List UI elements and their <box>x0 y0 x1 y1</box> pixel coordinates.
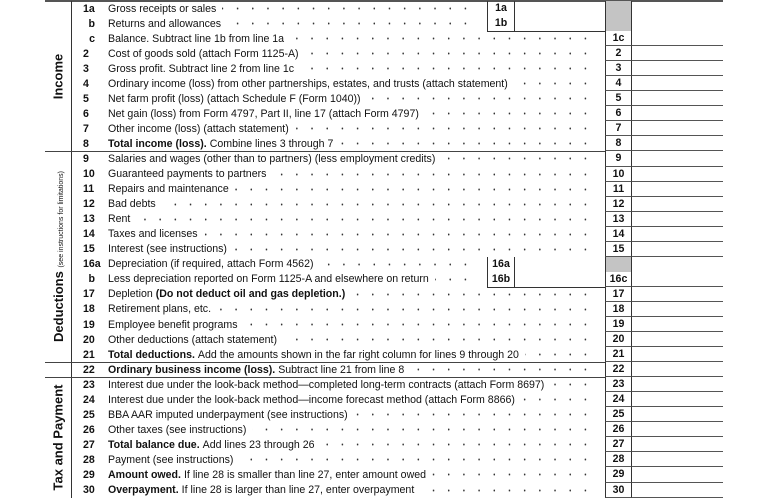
line-number: 19 <box>83 318 95 331</box>
subline-amount-field[interactable] <box>515 272 605 287</box>
form-line-24 <box>45 392 723 407</box>
line-description <box>108 46 299 61</box>
amount-field[interactable] <box>632 121 723 136</box>
subline-label: 1b <box>488 16 515 31</box>
right-line-label <box>605 16 632 31</box>
right-line-label: 9 <box>605 151 632 166</box>
line-number: 15 <box>83 243 95 256</box>
line-bold-label: Total income (loss). <box>108 137 207 150</box>
amount-field[interactable] <box>632 467 723 482</box>
dot-leader <box>235 182 593 197</box>
right-line-label: 23 <box>605 377 632 392</box>
line-number: 22 <box>83 363 95 376</box>
right-line-label: 24 <box>605 392 632 407</box>
amount-field <box>632 257 723 272</box>
line-number: 16a <box>83 258 101 271</box>
line-text: Returns and allowances <box>108 17 222 30</box>
dot-leader <box>514 76 593 91</box>
line-text: Cost of goods sold (attach Form 1125-A) <box>108 47 299 60</box>
dot-leader <box>252 422 593 437</box>
right-line-label: 28 <box>605 452 632 467</box>
subline-box-bottom <box>487 31 605 32</box>
line-text: Gross receipts or sales <box>108 2 217 15</box>
amount-field[interactable] <box>632 437 723 452</box>
amount-field[interactable] <box>632 317 723 332</box>
right-line-label: 5 <box>605 91 632 106</box>
right-line-label: 8 <box>605 136 632 151</box>
section-deductions-label: Deductions (see instructions for limitations) <box>50 171 66 343</box>
dot-leader <box>295 121 593 136</box>
form-line-2 <box>45 46 723 61</box>
right-line-label: 2 <box>605 46 632 61</box>
line-number: 30 <box>83 484 95 497</box>
dot-leader <box>239 452 593 467</box>
section-tax-payment <box>45 377 72 497</box>
line-text: Other taxes (see instructions) <box>108 423 247 436</box>
amount-field[interactable] <box>632 362 723 377</box>
line-number: 10 <box>83 168 95 181</box>
dot-leader <box>367 91 593 106</box>
section-blank <box>45 362 72 377</box>
line-description <box>108 121 289 136</box>
line-text: Balance. Subtract line 1b from line 1a <box>108 32 285 45</box>
subline-amount-field[interactable] <box>515 16 605 31</box>
line-text: Rent <box>108 213 131 226</box>
form-line-23 <box>45 377 723 392</box>
subline-amount-field[interactable] <box>515 1 605 16</box>
line-description <box>108 483 414 498</box>
line-bold-label: Ordinary business income (loss). <box>108 363 276 376</box>
subline-box <box>487 16 605 31</box>
section-income <box>45 1 72 152</box>
right-line-label: 4 <box>605 76 632 91</box>
line-bold-label: Amount owed. <box>108 468 181 481</box>
line-description <box>108 257 314 272</box>
right-line-label: 14 <box>605 227 632 242</box>
line-text: Interest due under the look-back method—income forecast method (attach Form 8866) <box>108 393 515 406</box>
form-line-1a <box>45 1 723 16</box>
dot-leader <box>435 272 473 287</box>
right-line-label: 21 <box>605 347 632 362</box>
right-line-label: 12 <box>605 197 632 212</box>
line-number: 20 <box>83 333 95 346</box>
line-number: 13 <box>83 213 95 226</box>
dot-leader <box>420 483 593 498</box>
form-line-5 <box>45 91 723 106</box>
subline-label: 1a <box>488 1 515 16</box>
section-divider <box>45 151 605 152</box>
section-income-label: Income <box>50 53 66 100</box>
amount-field[interactable] <box>632 452 723 467</box>
line-description <box>108 151 435 166</box>
right-line-label: 3 <box>605 61 632 76</box>
line-text: Depletion <box>108 288 153 301</box>
line-number: 24 <box>83 393 95 406</box>
amount-field[interactable] <box>632 151 723 166</box>
line-number: c <box>89 32 95 45</box>
section-tax-label: Tax and Payment <box>50 384 66 491</box>
line-text: Add the amounts shown in the far right column for lines 9 through 20 <box>197 348 519 361</box>
amount-field <box>632 1 723 16</box>
subline-label: 16b <box>488 272 515 287</box>
dot-leader <box>300 61 593 76</box>
form-line-18 <box>45 302 723 317</box>
section-divider <box>45 362 605 363</box>
form-line-1c <box>45 31 723 46</box>
line-text: Interest due under the look-back method—completed long-term contracts (attach Form 8697) <box>108 378 545 391</box>
right-line-label: 6 <box>605 106 632 121</box>
line-description <box>108 91 361 106</box>
line-bold-label: Overpayment. <box>108 484 179 497</box>
line-number: b <box>88 273 95 286</box>
amount-field[interactable] <box>632 76 723 91</box>
form-line-10 <box>45 167 723 182</box>
line-description <box>108 467 426 482</box>
line-description <box>108 347 519 362</box>
form-line-7 <box>45 121 723 136</box>
subline-box-bottom <box>487 287 605 288</box>
dot-leader <box>217 302 593 317</box>
line-description <box>108 392 515 407</box>
line-bold-note: (Do not deduct oil and gas depletion.) <box>155 288 346 301</box>
form-line-26 <box>45 422 723 437</box>
line-number: 27 <box>83 438 95 451</box>
line-number: 3 <box>83 62 89 75</box>
form-line-17 <box>45 287 723 302</box>
line-number: 2 <box>83 47 89 60</box>
line-text: Retirement plans, etc. <box>108 303 212 316</box>
amount-field[interactable] <box>632 287 723 302</box>
form-line-21 <box>45 347 723 362</box>
line-number: 9 <box>83 152 89 165</box>
line-text: Less depreciation reported on Form 1125-A and elsewhere on return <box>108 273 429 286</box>
amount-field[interactable] <box>632 31 723 46</box>
line-description <box>108 227 198 242</box>
right-line-label: 1c <box>605 31 632 46</box>
line-description <box>108 317 238 332</box>
line-description <box>108 362 404 377</box>
dot-leader <box>354 287 593 302</box>
amount-field[interactable] <box>632 242 723 257</box>
line-description <box>108 31 284 46</box>
line-number: 11 <box>83 183 95 196</box>
right-line-label: 26 <box>605 422 632 437</box>
line-text: Add lines 23 through 26 <box>202 438 315 451</box>
line-description <box>108 377 544 392</box>
line-text: Payment (see instructions) <box>108 453 234 466</box>
line-number: 7 <box>83 122 89 135</box>
amount-field[interactable] <box>632 422 723 437</box>
line-number: 21 <box>83 348 95 361</box>
line-text: Ordinary income (loss) from other partnerships, estates, and trusts (attach statement) <box>108 77 508 90</box>
right-line-label: 10 <box>605 167 632 182</box>
line-bold-label: Total balance due. <box>108 438 200 451</box>
form-line-19 <box>45 317 723 332</box>
amount-field <box>632 16 723 31</box>
section-deductions <box>45 152 72 363</box>
right-line-label: 7 <box>605 121 632 136</box>
amount-field[interactable] <box>632 332 723 347</box>
line-text: Depreciation (if required, attach Form 4562) <box>108 258 314 271</box>
line-description <box>108 437 315 452</box>
line-description <box>108 76 508 91</box>
line-number: 26 <box>83 423 95 436</box>
form-line-3 <box>45 61 723 76</box>
right-line-label: 20 <box>605 332 632 347</box>
form-line-25 <box>45 407 723 422</box>
amount-field[interactable] <box>632 167 723 182</box>
dot-leader <box>321 437 593 452</box>
subline-box <box>487 1 605 16</box>
amount-field[interactable] <box>632 347 723 362</box>
form-line-1b <box>45 16 723 31</box>
right-line-label: 27 <box>605 437 632 452</box>
form-line-28 <box>45 452 723 467</box>
line-number: 17 <box>83 288 95 301</box>
line-description <box>108 287 348 302</box>
line-number: 8 <box>83 137 89 150</box>
right-line-label <box>605 257 632 272</box>
right-line-label <box>605 1 632 16</box>
form-line-22 <box>45 362 723 377</box>
form-line-9 <box>45 151 723 166</box>
line-description <box>108 106 419 121</box>
line-text: If line 28 is smaller than line 27, enter amount owed <box>183 468 427 481</box>
form-line-16c <box>45 272 723 287</box>
dot-leader <box>410 362 593 377</box>
dot-leader <box>305 46 593 61</box>
subline-label: 16a <box>488 257 515 272</box>
dot-leader <box>136 212 593 227</box>
form-line-16a <box>45 257 723 272</box>
right-line-label: 11 <box>605 182 632 197</box>
amount-field[interactable] <box>632 91 723 106</box>
line-number: 6 <box>83 107 89 120</box>
form-line-8 <box>45 136 723 151</box>
form-line-14 <box>45 227 723 242</box>
form-line-6 <box>45 106 723 121</box>
line-number: 1a <box>83 2 95 15</box>
dot-leader <box>162 197 593 212</box>
line-text: Subtract line 21 from line 8 <box>278 363 405 376</box>
form-line-29 <box>45 467 723 482</box>
form-line-12 <box>45 197 723 212</box>
amount-field[interactable] <box>632 106 723 121</box>
line-number: 5 <box>83 92 89 105</box>
line-text: If line 28 is larger than line 27, enter overpayment <box>181 484 415 497</box>
amount-field[interactable] <box>632 212 723 227</box>
right-line-label: 17 <box>605 287 632 302</box>
dot-leader <box>441 151 593 166</box>
line-description <box>108 16 221 31</box>
amount-field[interactable] <box>632 182 723 197</box>
amount-field[interactable] <box>632 46 723 61</box>
line-description <box>108 302 211 317</box>
line-text: Salaries and wages (other than to partners) (less employment credits) <box>108 152 436 165</box>
line-description <box>108 332 277 347</box>
amount-field[interactable] <box>632 227 723 242</box>
line-description <box>108 407 348 422</box>
line-text: Net farm profit (loss) (attach Schedule F (Form 1040)) <box>108 92 361 105</box>
line-number: 28 <box>83 453 95 466</box>
dot-leader <box>244 317 593 332</box>
dot-leader <box>339 136 593 151</box>
line-text: Other deductions (attach statement) <box>108 333 277 346</box>
amount-field[interactable] <box>632 407 723 422</box>
subline-amount-field[interactable] <box>515 257 605 272</box>
right-line-label: 30 <box>605 483 632 498</box>
right-line-label: 16c <box>605 272 632 287</box>
line-number: b <box>88 17 95 30</box>
dot-leader <box>521 392 593 407</box>
line-text: Combine lines 3 through 7 <box>209 137 334 150</box>
line-description <box>108 61 294 76</box>
form-line-4 <box>45 76 723 91</box>
line-number: 25 <box>83 408 95 421</box>
line-text: Taxes and licenses <box>108 228 198 241</box>
dot-leader <box>272 167 593 182</box>
line-description <box>108 1 216 16</box>
form-line-30 <box>45 483 723 498</box>
line-text: BBA AAR imputed underpayment (see instructions) <box>108 408 348 421</box>
dot-leader <box>550 377 593 392</box>
line-description <box>108 182 229 197</box>
line-description <box>108 452 233 467</box>
amount-field[interactable] <box>632 61 723 76</box>
dot-leader <box>222 1 473 16</box>
line-number: 29 <box>83 468 95 481</box>
dot-leader <box>432 467 593 482</box>
line-text: Repairs and maintenance <box>108 183 229 196</box>
dot-leader <box>320 257 473 272</box>
line-number: 4 <box>83 77 89 90</box>
dot-leader <box>425 106 593 121</box>
right-line-label: 15 <box>605 242 632 257</box>
line-number: 18 <box>83 303 95 316</box>
dot-leader <box>525 347 593 362</box>
amount-field[interactable] <box>632 302 723 317</box>
amount-field[interactable] <box>632 272 723 287</box>
line-description <box>108 242 227 257</box>
line-text: Net gain (loss) from Form 4797, Part II, line 17 (attach Form 4797) <box>108 107 419 120</box>
amount-field[interactable] <box>632 483 723 498</box>
dot-leader <box>233 242 593 257</box>
right-line-label: 18 <box>605 302 632 317</box>
line-text: Gross profit. Subtract line 2 from line 1c <box>108 62 295 75</box>
line-bold-label: Total deductions. <box>108 348 195 361</box>
dot-leader <box>290 31 593 46</box>
dot-leader <box>283 332 593 347</box>
dot-leader <box>204 227 593 242</box>
amount-field[interactable] <box>632 197 723 212</box>
dot-leader <box>354 407 593 422</box>
line-number: 14 <box>83 228 95 241</box>
right-line-label: 29 <box>605 467 632 482</box>
right-line-label: 25 <box>605 407 632 422</box>
form-line-11 <box>45 182 723 197</box>
line-text: Interest (see instructions) <box>108 243 227 256</box>
dot-leader <box>227 16 473 31</box>
amount-field[interactable] <box>632 377 723 392</box>
right-line-label: 22 <box>605 362 632 377</box>
line-text: Bad debts <box>108 198 156 211</box>
line-number: 12 <box>83 198 95 211</box>
line-description <box>108 422 246 437</box>
form-line-20 <box>45 332 723 347</box>
form-1065-income-deductions <box>45 1 723 498</box>
amount-field[interactable] <box>632 392 723 407</box>
section-divider <box>45 377 605 378</box>
line-description <box>108 167 266 182</box>
subline-box <box>487 257 605 272</box>
line-text: Other income (loss) (attach statement) <box>108 122 289 135</box>
line-description <box>108 197 156 212</box>
right-line-label: 13 <box>605 212 632 227</box>
form-line-27 <box>45 437 723 452</box>
line-description <box>108 272 429 287</box>
line-text: Employee benefit programs <box>108 318 238 331</box>
subline-box <box>487 272 605 287</box>
right-line-label: 19 <box>605 317 632 332</box>
line-number: 23 <box>83 378 95 391</box>
form-line-15 <box>45 242 723 257</box>
form-line-13 <box>45 212 723 227</box>
deductions-note: (see instructions for limitations) <box>57 171 65 268</box>
line-description <box>108 136 333 151</box>
amount-field[interactable] <box>632 136 723 151</box>
line-text: Guaranteed payments to partners <box>108 168 267 181</box>
line-description <box>108 212 130 227</box>
